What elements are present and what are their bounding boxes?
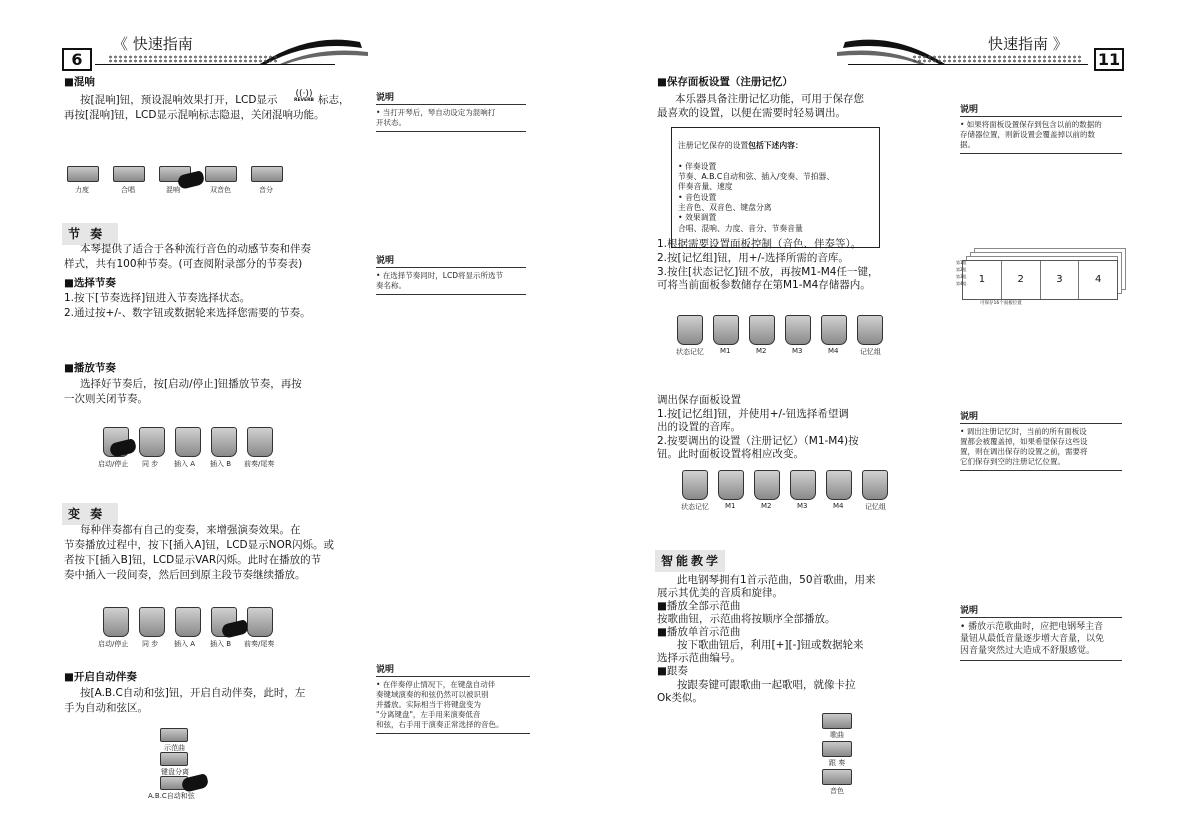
sync-button-label: 同 步 [142,460,159,468]
velocity-button[interactable] [67,166,99,194]
teaching-line7: Ok类似。 [657,692,703,704]
fill-a-button[interactable] [174,427,201,468]
teaching-line6: 按跟奏键可跟歌曲一起歌唱，就像卡拉 [677,679,856,691]
reverb-line1: 按[混响]钮，预设混响效果打开，LCD显示 [80,94,278,106]
reverb-icon: ((·)) REVERB [294,89,314,103]
reverb-note-body: • 当打开琴后，琴自动设定为混响打 开状态。 [376,105,526,132]
recall-line4: 钮。此时面板设置将相应改变。 [657,448,804,460]
memory-bank-button[interactable] [862,470,888,511]
auto-accomp-heading: ■开启自动伴奏 [64,671,137,683]
memory-store-button[interactable] [676,315,704,356]
recall-note-title: 说明 [960,409,1122,424]
play-rhythm-line2: 一次则关闭节奏。 [64,393,148,405]
m1-button-label: M1 [720,347,731,355]
auto-accomp-note-body: • 在伴奏停止情况下，在键盘自动伴 奏键域演奏的和弦仍然可以被识别 并播放。实际相当于将键盘变为 "分离键盘"，左手用来演奏低音 和弦，右手用于演奏正常选择的音色。 [376,677,530,734]
teaching-note-title: 说明 [960,603,1122,618]
bank-cell-2: 2 [1002,261,1041,299]
follow-button[interactable] [822,741,852,757]
bank-cell-1: 1 [963,261,1002,299]
demo-button-label: 示范曲 [164,744,185,752]
abc-chord-button-label: A.B.C自动和弦 [148,792,195,800]
auto-accomp-line2: 手为自动和弦区。 [64,702,148,714]
memory-bank-button[interactable] [857,315,883,356]
reverb-line1b: 标志， [318,94,350,106]
m3-button[interactable] [785,315,811,355]
memory-bank-diagram [950,248,1130,308]
reverb-note [376,90,526,132]
auto-accomp-line1: 按[A.B.C自动和弦]钮，开启自动伴奏，此时，左 [80,687,306,699]
intro-ending-button[interactable] [244,607,275,648]
dual-voice-button[interactable] [205,166,237,194]
start-stop-button[interactable] [98,607,129,648]
memory-store-button-label: 状态记忆 [681,503,709,511]
m4-button[interactable] [821,315,847,355]
m1-button[interactable] [713,315,739,355]
memory-note [960,102,1122,154]
start-stop-button[interactable] [98,427,129,468]
memory-store-button-label: 状态记忆 [676,348,704,356]
start-stop-button-label: 启动/停止 [98,640,129,648]
rhythm-banner: 节 奏 [62,223,118,245]
m2-button[interactable] [749,315,775,355]
recall-line1: 1.按[记忆组]钮，并使用+/-钮选择希望调 [657,408,849,420]
hand-pointer-icon [177,170,206,190]
fill-b-button-label: 插入 B [210,460,232,468]
teaching-line1: 此电钢琴拥有1首示范曲，50首歌曲，用来 [677,574,876,586]
m3-button-label: M3 [792,347,803,355]
m2-button[interactable] [754,470,780,510]
reverb-line2: 再按[混响]钮，LCD显示混响标志隐退，关闭混响功能。 [64,109,325,121]
voice-button-label: 音色 [830,787,844,795]
memory-bank-button-label: 记忆组 [860,348,881,356]
reverb-button[interactable] [159,166,191,194]
memory-line1: 本乐器具备注册记忆功能，可用于保存您 [675,93,864,105]
fill-b-button[interactable] [210,607,237,648]
follow-button-label: 跟 奏 [829,759,846,767]
recall-line2: 出的设置的音库。 [657,421,741,433]
intro-ending-button[interactable] [244,427,275,468]
reverb-heading: ■混响 [64,76,95,88]
memory-step1: 1.根据需要设置面板控制（音色、伴奏等）。 [657,238,862,250]
select-rhythm-step2: 2.通过按+/-、数字钮或数据轮来选择您需要的节奏。 [64,307,311,319]
memory-button-row [676,315,883,356]
velocity-button-label: 力度 [75,186,89,194]
intro-ending-button-label: 前奏/尾奏 [244,460,275,468]
select-rhythm-step1: 1.按下[节奏选择]钮进入节奏选择状态。 [64,292,251,304]
rhythm-intro1: 本琴提供了适合于各种流行音色的动感节奏和伴奏 [80,243,311,255]
variation-line1: 每种伴奏都有自己的变奏，来增强演奏效果。在 [80,524,301,536]
auto-accomp-note-title: 说明 [376,662,530,677]
memory-note-title: 说明 [960,102,1122,117]
memory-box-title-a: 注册记忆保存的设置 [678,141,749,151]
hand-pointer-icon [221,619,250,639]
bank-card-front [962,260,1118,300]
fill-a-button-label: 插入 A [174,640,196,648]
teaching-heading-single: ■播放单首示范曲 [657,626,741,638]
play-rhythm-heading: ■播放节奏 [64,362,116,374]
right-header-dots [912,55,1082,63]
rhythm-button-row [98,427,275,468]
chorus-button[interactable] [113,166,145,194]
left-page-number: 6 [62,48,92,71]
teaching-banner: 智能教学 [655,550,725,572]
teaching-line3: 按歌曲钮，示范曲将按顺序全部播放。 [657,613,836,625]
song-button-label: 歌曲 [830,731,844,739]
song-button[interactable] [822,713,852,729]
bank-tab-1: 第1组 [956,260,967,265]
intro-ending-button-label: 前奏/尾奏 [244,640,275,648]
variation-banner: 变 奏 [62,503,118,525]
sync-button-label: 同 步 [142,640,159,648]
variation-line3: 者按下[插入B]钮，LCD显示VAR闪烁。此时在播放的节 [64,554,322,566]
voice-button[interactable] [822,769,852,785]
fill-b-button[interactable] [210,427,237,468]
memory-heading: ■保存面板设置（注册记忆） [657,76,793,88]
chorus-button-label: 合唱 [121,186,135,194]
reverb-button-row [67,166,283,194]
fine-tune-button-label: 音分 [259,186,273,194]
teaching-line2: 展示其优美的音质和旋律。 [657,587,783,599]
sync-button[interactable] [139,607,165,648]
rhythm-intro2: 样式，共有100种节奏。(可查阅附录部分的节奏表) [64,258,303,270]
bank-tab-3: 第3组 [956,274,967,279]
recall-note [960,409,1122,471]
teaching-line5: 选择示范曲编号。 [657,652,741,664]
reverb-icon-text: REVERB [294,98,314,103]
m1-button-label: M1 [725,502,736,510]
reverb-note-title: 说明 [376,90,526,105]
m1-button[interactable] [718,470,744,510]
teaching-line4: 按下歌曲钮后，利用[+][-]钮或数据轮来 [677,639,864,651]
memory-line2: 最喜欢的设置，以便在需要时轻易调出。 [657,107,846,119]
m4-button-label: M4 [833,502,844,510]
recall-note-body: • 调出注册记忆时，当前的所有面板设 置都会被覆盖掉，如果希望保存这些设 置，则在调出保存的设置之前，需要将 它们保存到空的注册记忆位置。 [960,424,1122,471]
m4-button[interactable] [826,470,852,510]
m4-button-label: M4 [828,347,839,355]
reverb-button-label: 混响 [166,186,180,194]
sync-button[interactable] [139,427,165,468]
recall-button-row [681,470,888,511]
recall-line3: 2.按要调出的设置（注册记忆）（M1-M4)按 [657,435,859,447]
memory-step2: 2.按[记忆组]钮，用+/-选择所需的音库。 [657,252,849,264]
auto-accomp-note [376,662,530,734]
bank-tab-2: 第2组 [956,267,967,272]
right-page-number: 11 [1094,48,1124,71]
play-rhythm-line1: 选择好节奏后，按[启动/停止]钮播放节奏，再按 [80,378,302,390]
fill-b-button-label: 插入 B [210,640,232,648]
memory-step4: 可将当前面板参数储存在第M1-M4存储器内。 [657,279,871,291]
m3-button[interactable] [790,470,816,510]
memory-step3: 3.按住[状态记忆]钮不放，再按M1-M4任一键， [657,266,879,278]
select-rhythm-heading: ■选择节奏 [64,277,116,289]
hand-pointer-icon [109,438,138,458]
m2-button-label: M2 [756,347,767,355]
teaching-heading-all: ■播放全部示范曲 [657,600,741,612]
bank-cell-4: 4 [1094,274,1102,285]
memory-bank-button-label: 记忆组 [865,503,886,511]
right-header-title: 快速指南 》 [988,35,1068,53]
dual-voice-button-label: 双音色 [210,186,231,194]
rhythm-note [376,253,526,295]
m2-button-label: M2 [761,502,772,510]
split-button[interactable] [160,752,188,766]
memory-box-title-b: 包括下述内容： [748,141,803,151]
variation-line2: 节奏播放过程中，按下[插入A]钮，LCD显示NOR闪烁。或 [64,539,335,551]
start-stop-button-label: 启动/停止 [98,460,129,468]
variation-button-row [98,607,275,648]
rhythm-note-body: • 在选择节奏同时，LCD将显示所选节 奏名称。 [376,268,526,295]
recall-heading: 调出保存面板设置 [657,394,741,406]
memory-note-body: • 如果将面板设置保存到包含以前的数据的 存储器位置，则新设置会覆盖掉以前的数 据。 [960,117,1122,154]
fine-tune-button[interactable] [251,166,283,194]
left-header-title: 《 快速指南 [113,35,193,53]
left-header-dots [108,55,278,63]
bank-caption: 可保存16个面板位置 [980,301,1022,306]
split-button-label: 键盘分离 [161,768,189,776]
bank-tab-4: 第4组 [956,281,967,286]
teaching-heading-follow: ■跟奏 [657,665,688,677]
teaching-note [960,603,1122,661]
fill-a-button[interactable] [174,607,201,648]
demo-button[interactable] [160,728,188,742]
memory-box-body: • 伴奏设置 节奏、A.B.C自动和弦、插入/变奏、节拍器、 伴奏音量、速度 • 音色设置 主音色、双音色、键盘分离 • 效果调置 合唱、混响、力度、音分、节奏音量 [678,161,835,233]
memory-contents-box [671,127,880,248]
m3-button-label: M3 [797,502,808,510]
variation-line4: 奏中插入一段间奏，然后回到原主段节奏继续播放。 [64,569,306,581]
rhythm-note-title: 说明 [376,253,526,268]
teaching-note-body: • 播放示范歌曲时，应把电钢琴主音 量钮从最低音量逐步增大音量，以免 因音量突然过大造成不舒服感觉。 [960,618,1122,661]
memory-store-button[interactable] [681,470,709,511]
bank-cell-3: 3 [1041,261,1080,299]
fill-a-button-label: 插入 A [174,460,196,468]
